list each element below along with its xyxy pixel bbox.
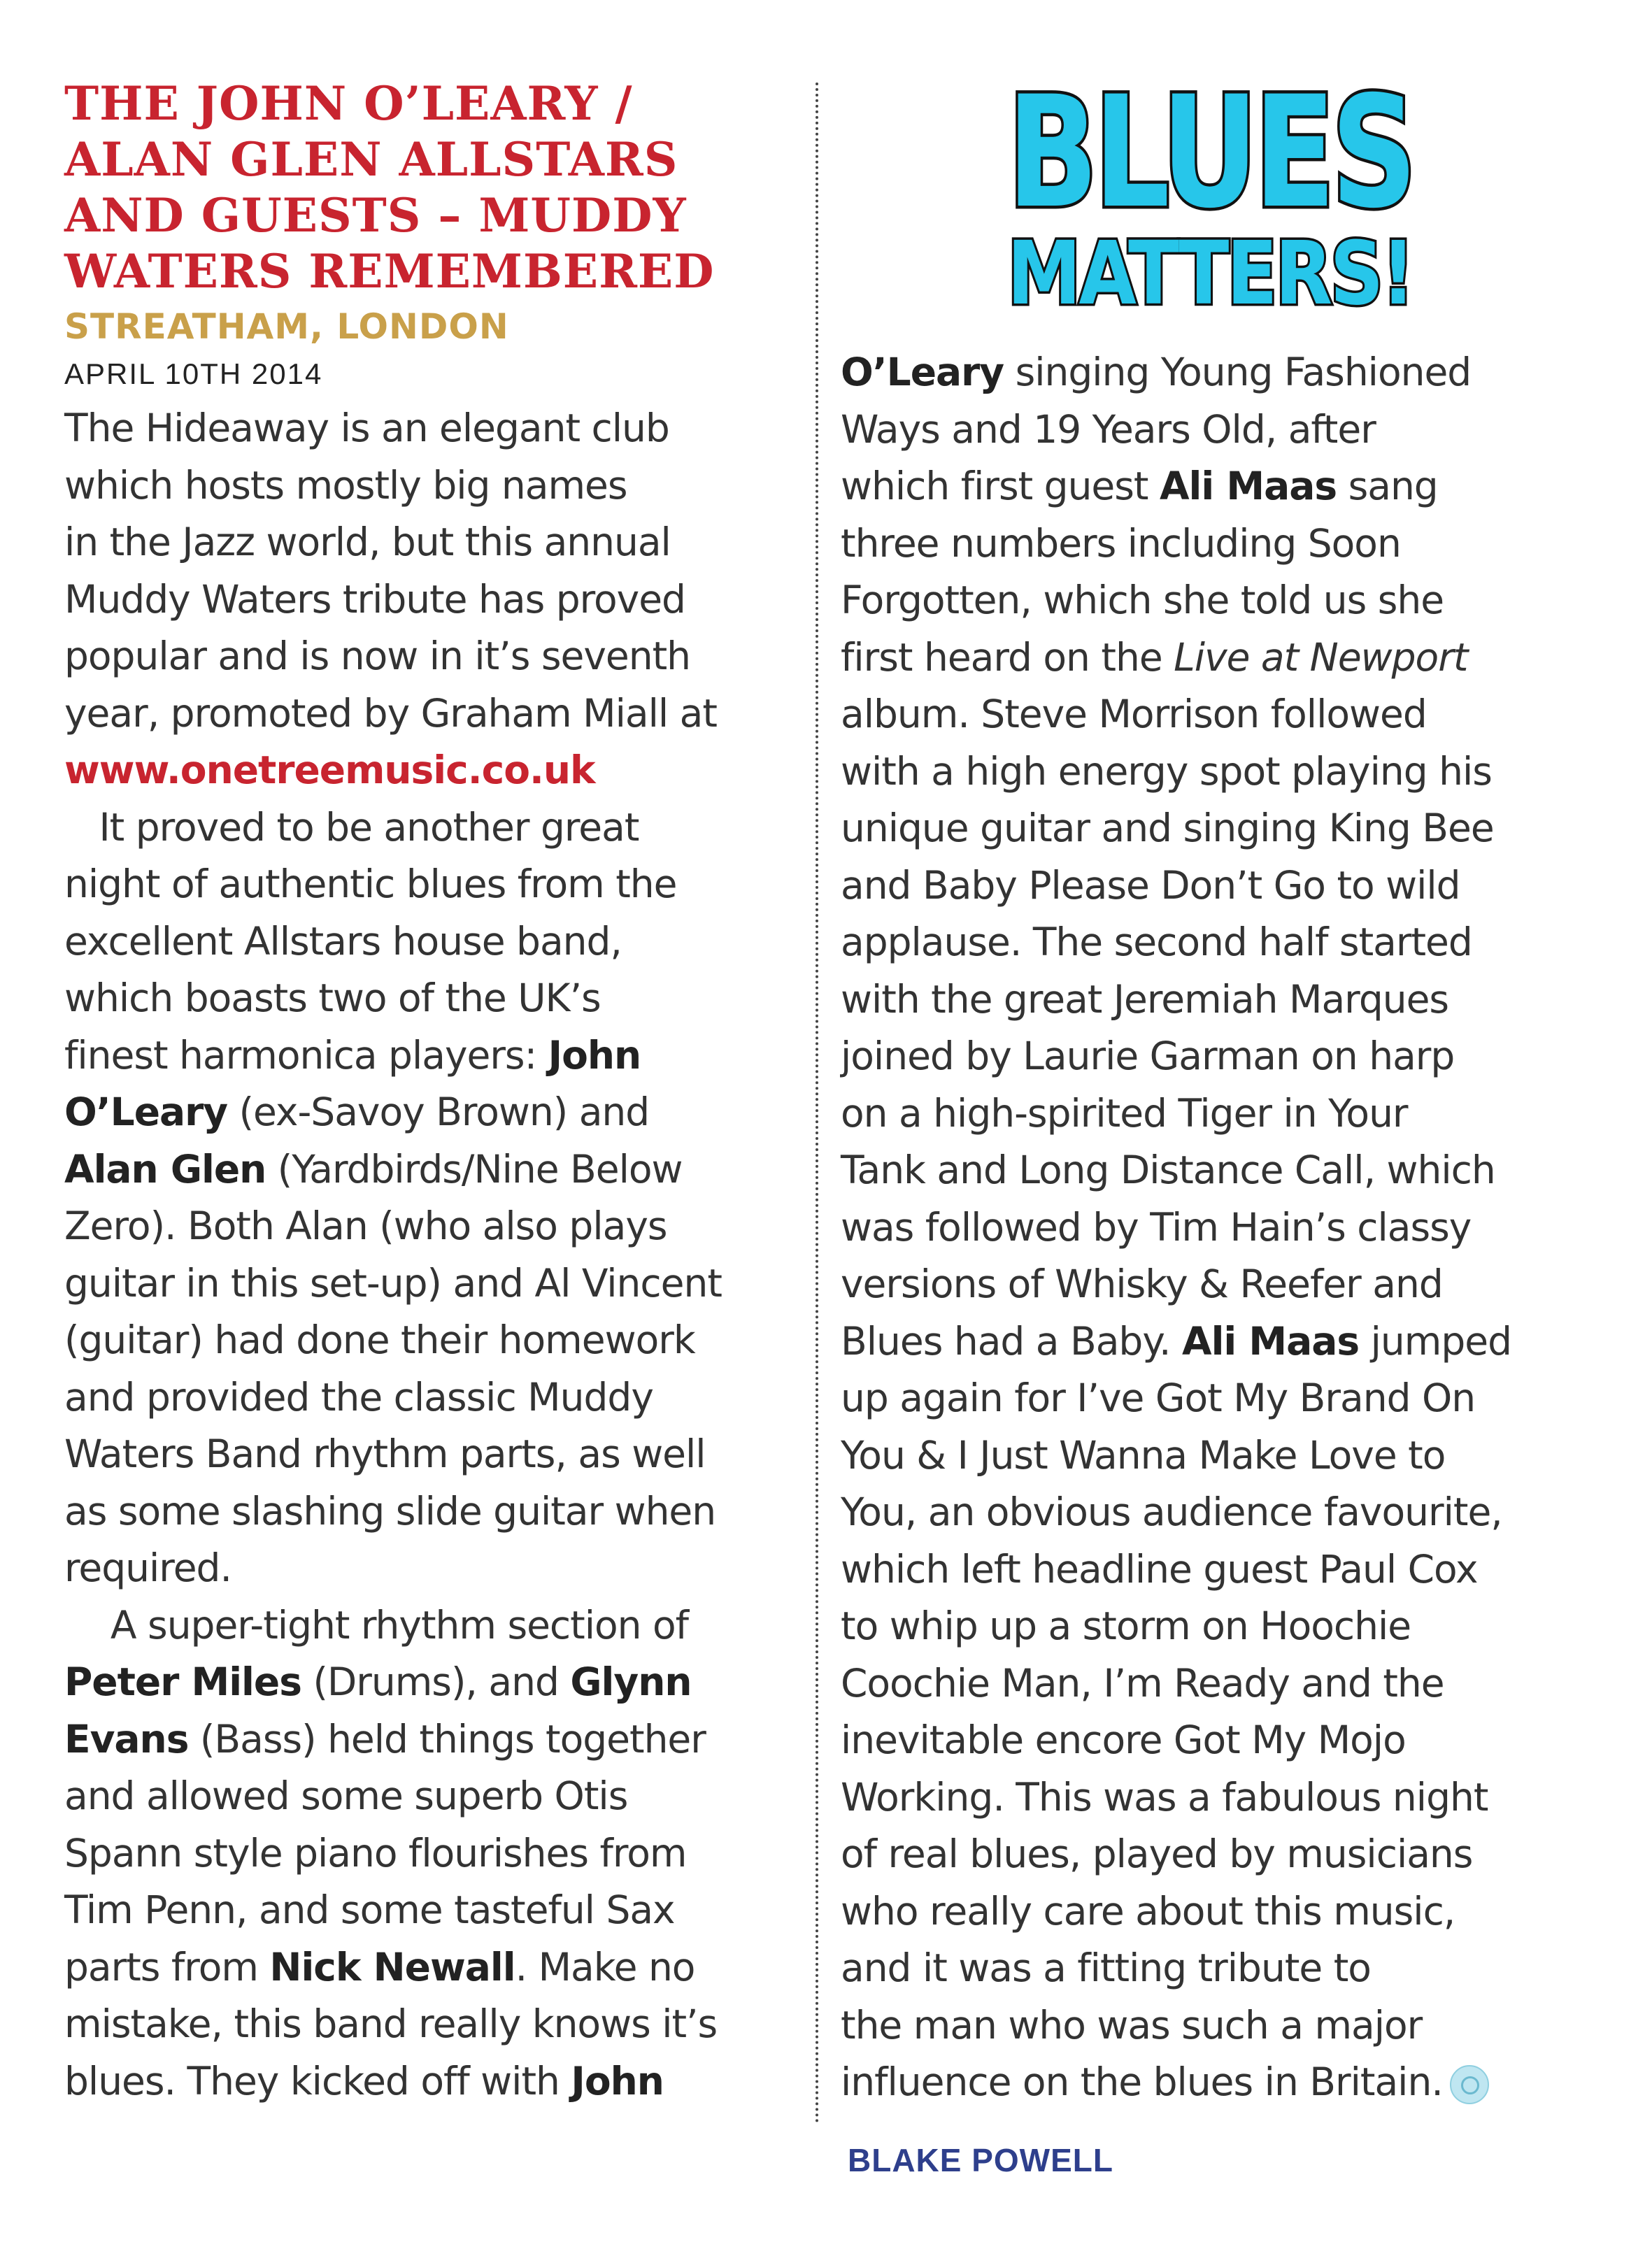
blues-matters-logo (993, 63, 1427, 324)
body-text-line: night of authentic blues from the (64, 862, 677, 906)
body-text-line: and provided the classic Muddy (64, 1374, 653, 1420)
body-text-line: to whip up a storm on Hoochie (841, 1604, 1411, 1648)
body-text-line: was followed by Tim Hain’s classy (841, 1204, 1472, 1250)
body-text-line: who really care about this music, (841, 1888, 1455, 1934)
body-text-line: You & I Just Wanna Make Love to (841, 1432, 1446, 1478)
body-text-line: which boasts two of the UK’s (64, 976, 601, 1020)
body-text-line: unique guitar and singing King Bee (841, 806, 1494, 850)
body-text-line: Working. This was a fabulous night (841, 1774, 1488, 1820)
body-text-line: mistake, this band really knows it’s (64, 2001, 718, 2046)
logo-line-1: BLUES (1007, 63, 1413, 242)
body-text-line: The Hideaway is an elegant club (64, 406, 669, 450)
body-text-line: applause. The second half started (841, 920, 1472, 964)
body-text-line: blues. They kicked off with John (64, 2058, 664, 2104)
body-text-line: It proved to be another great (64, 804, 639, 850)
headline-line: AND GUESTS – MUDDY (64, 188, 687, 243)
body-text-line: required. (64, 1545, 232, 1590)
body-text-line: and allowed some superb Otis (64, 1773, 628, 1818)
body-text-line: Tim Penn, and some tasteful Sax (64, 1887, 675, 1932)
body-text-line: which left headline guest Paul Cox (841, 1546, 1478, 1592)
body-text-line: O’Leary (ex-Savoy Brown) and (64, 1090, 650, 1134)
body-text-line: O’Leary singing Young Fashioned (841, 350, 1472, 394)
body-text-line: Tank and Long Distance Call, which (841, 1148, 1495, 1192)
body-text-line: the man who was such a major (841, 2002, 1423, 2048)
article-location: STREATHAM, LONDON (64, 306, 509, 347)
body-text-line: up again for I’ve Got My Brand On (841, 1376, 1476, 1420)
body-text-line: Blues had a Baby. Ali Maas jumped (841, 1318, 1512, 1364)
body-text-line: and it was a fitting tribute to (841, 1945, 1371, 1990)
body-text-line: first heard on the Live at Newport (841, 634, 1468, 680)
body-text-line: inevitable encore Got My Mojo (841, 1718, 1406, 1762)
body-text-line: with the great Jeremiah Marques (841, 976, 1449, 1022)
body-text-line: Muddy Waters tribute has proved (64, 576, 685, 622)
body-text-line: Waters Band rhythm parts, as well (64, 1431, 706, 1476)
headline-line: ALAN GLEN ALLSTARS (64, 132, 678, 187)
body-text-line: excellent Allstars house band, (64, 918, 622, 964)
body-text-line: A super-tight rhythm section of (64, 1602, 689, 1648)
left-column-body (64, 400, 785, 2110)
body-text-line: parts from Nick Newall. Make no (64, 1944, 695, 1990)
body-text-line: as some slashing slide guitar when (64, 1488, 716, 1534)
body-text-line: on a high-spirited Tiger in Your (841, 1090, 1408, 1136)
body-text-line: and Baby Please Don’t Go to wild (841, 862, 1460, 908)
body-text-line: (guitar) had done their homework (64, 1318, 695, 1362)
body-text-line: Ways and 19 Years Old, after (841, 406, 1376, 452)
body-text-line: with a high energy spot playing his (841, 748, 1492, 794)
left-column (64, 76, 785, 2110)
column-divider (816, 83, 818, 2125)
body-text-line: Forgotten, which she told us she (841, 578, 1444, 622)
article-date: APRIL 10TH 2014 (64, 357, 323, 390)
body-text-line: in the Jazz world, but this annual (64, 520, 671, 564)
logo-line-2: MATTERS! (1007, 223, 1413, 324)
author-byline: BLAKE POWELL (848, 2142, 1113, 2178)
headline-line: WATERS REMEMBERED (64, 244, 715, 299)
body-text-line: Coochie Man, I’m Ready and the (841, 1660, 1444, 1706)
article-headline (64, 76, 785, 299)
body-text-line: Zero). Both Alan (who also plays (64, 1204, 667, 1248)
end-of-article-icon (1450, 2065, 1489, 2104)
body-text-line: year, promoted by Graham Miall at (64, 690, 717, 736)
body-text-line: album. Steve Morrison followed (841, 692, 1427, 736)
body-text-line: Spann style piano flourishes from (64, 1830, 687, 1876)
body-text-line: joined by Laurie Garman on harp (841, 1034, 1455, 1078)
body-text-line: www.onetreemusic.co.uk (64, 748, 595, 792)
body-text-line: which hosts mostly big names (64, 462, 627, 508)
body-text-line: of real blues, played by musicians (841, 1832, 1473, 1876)
right-column-body (841, 344, 1575, 2111)
body-text-line: Alan Glen (Yardbirds/Nine Below (64, 1146, 683, 1192)
body-text-line: which first guest Ali Maas sang (841, 464, 1438, 508)
body-text-line: popular and is now in it’s seventh (64, 634, 691, 678)
body-text-line: Peter Miles (Drums), and Glynn (64, 1659, 692, 1704)
body-text-line: You, an obvious audience favourite, (841, 1490, 1502, 1534)
headline-line: THE JOHN O’LEARY / (64, 76, 633, 131)
body-text-line: versions of Whisky & Reefer and (841, 1262, 1443, 1306)
body-text-line: finest harmonica players: John (64, 1032, 641, 1078)
body-text-line: Evans (Bass) held things together (64, 1716, 706, 1762)
body-text-line: influence on the blues in Britain. (841, 2054, 1575, 2111)
body-text-line: guitar in this set-up) and Al Vincent (64, 1260, 722, 1306)
body-text-line: three numbers including Soon (841, 520, 1401, 566)
